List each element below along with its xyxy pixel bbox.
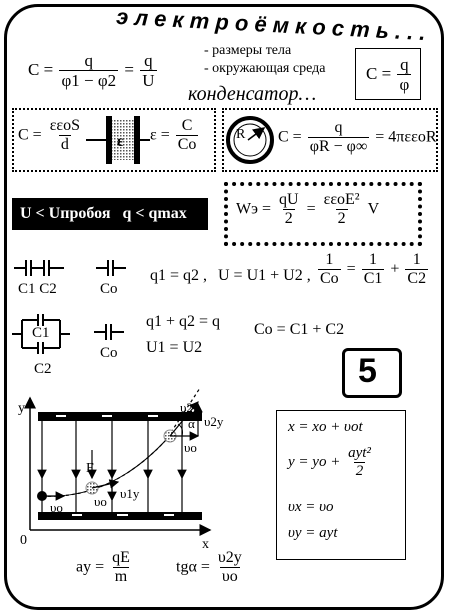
parallel-equivalent-symbol	[94, 324, 124, 340]
parallel-voltage: U1 = U2	[146, 339, 203, 356]
flat-capacitor-symbol	[86, 116, 150, 164]
v0-mid-label: υo	[94, 494, 107, 509]
formula-text: ε =	[150, 126, 170, 144]
formula-text: C =	[28, 59, 54, 79]
denominator: φ	[399, 74, 410, 94]
card-number: 5	[358, 352, 377, 390]
capacitor-heading: конденсатор…	[188, 83, 317, 105]
numerator: C	[181, 117, 193, 134]
v2y-label: υ2y	[204, 414, 224, 429]
v0-right-label: υo	[184, 440, 197, 455]
origin-label: 0	[20, 533, 27, 548]
field-label: E	[86, 461, 95, 476]
denominator: C2	[407, 269, 427, 287]
denominator: φ1 − φ2	[61, 70, 117, 90]
formula-text: =	[346, 260, 356, 278]
series-capacitors-symbol	[14, 260, 64, 276]
formula-text: C =	[278, 128, 302, 146]
denominator: d	[60, 135, 69, 153]
y-axis-label: y	[18, 401, 25, 416]
parallel-capacitance: Co = C1 + C2	[254, 321, 345, 338]
series-label-c1c2: C1 C2	[18, 281, 57, 297]
formula-text: C =	[18, 126, 42, 144]
numerator: 1	[412, 251, 421, 268]
v1y-label: υ1y	[120, 486, 140, 501]
numerator: εεoE²	[323, 191, 360, 208]
formula-text: =	[124, 59, 134, 79]
sphere-symbol	[228, 118, 272, 162]
numerator: qU	[279, 191, 299, 208]
numerator: q	[400, 55, 409, 74]
kinematics-x: x = xo + υot	[288, 419, 363, 435]
parallel-capacitors-symbol	[12, 314, 70, 354]
denominator: Co	[177, 135, 197, 153]
factor-medium: - окружающая среда	[204, 61, 326, 76]
denominator: υo	[221, 567, 238, 585]
formula-text: =	[306, 200, 316, 218]
charge-motion-diagram	[18, 388, 224, 552]
numerator: υ2y	[217, 549, 242, 566]
sphere-radius-label: R	[236, 127, 246, 142]
parallel-label-c2: C2	[34, 361, 52, 377]
formula-text: y = yo +	[288, 454, 341, 471]
formula-text: = 4πεεoR	[375, 128, 437, 146]
x-axis-label: x	[202, 537, 209, 552]
parallel-label-c1: C1	[32, 325, 50, 341]
formula-text: C =	[366, 63, 392, 83]
eps-label: ε	[117, 133, 124, 150]
v0-left-label: υo	[50, 500, 63, 515]
parallel-label-co: Co	[100, 345, 118, 361]
denominator: 2	[284, 209, 293, 227]
numerator: q	[84, 51, 94, 70]
alpha-label: α	[188, 416, 195, 431]
numerator: qE	[112, 549, 130, 566]
denominator: 2	[355, 462, 364, 479]
denominator: φR − φ∞	[309, 137, 368, 155]
denominator: C1	[363, 269, 383, 287]
formula-text: Wэ =	[236, 200, 271, 218]
formula-text: +	[390, 260, 400, 278]
kinematics-vx: υx = υo	[288, 499, 334, 515]
kinematics-vy: υy = ayt	[288, 525, 338, 541]
formula-text: V	[367, 200, 380, 218]
factor-size: - размеры тела	[204, 43, 292, 58]
denominator: Co	[320, 269, 339, 287]
series-charge: q1 = q2 ,	[150, 267, 208, 284]
series-label-co: Co	[100, 281, 118, 297]
series-equivalent-symbol	[96, 260, 126, 276]
formula-text: ay =	[76, 558, 105, 576]
numerator: q	[334, 119, 343, 136]
series-voltage: U = U1 + U2 ,	[218, 267, 311, 284]
v2-label: υ2	[180, 400, 193, 415]
numerator: 1	[369, 251, 378, 268]
denominator: 2	[337, 209, 346, 227]
formula-text: tgα =	[176, 558, 210, 576]
denominator: U	[142, 70, 155, 90]
breakdown-label: U < Uпробоя q < qmax	[20, 205, 187, 222]
numerator: εεoS	[49, 117, 81, 134]
numerator: q	[144, 51, 153, 70]
page-title: э л е к т р о ё м к о с т ь . . .	[115, 3, 427, 46]
numerator: ayt²	[348, 445, 371, 461]
denominator: m	[114, 567, 128, 585]
numerator: 1	[325, 251, 334, 268]
parallel-charge: q1 + q2 = q	[146, 313, 221, 330]
